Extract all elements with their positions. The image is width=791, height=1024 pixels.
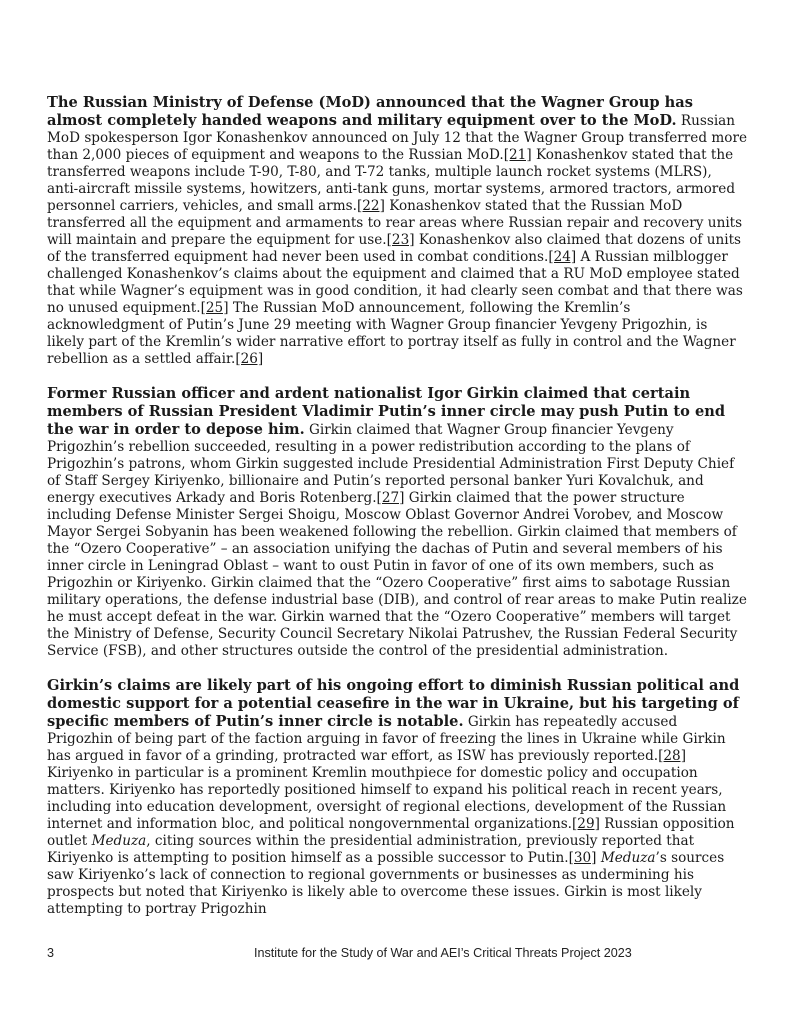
italic-outlet-name: Meduza (600, 850, 656, 866)
footnote-link[interactable]: [28] (658, 748, 687, 764)
paragraph (47, 94, 747, 368)
body-text: Girkin claimed that the power structure including Defense Minister Sergei Shoigu, Moscow Oblast Governor Andrei Vorobev, and Moscow Mayor Sergei Sobyanin has been weakened following the rebellion. Girkin claimed that members of the “Ozero Cooperative” – an association unifying the dachas of Putin and several members of his inner circle in Leningrad Oblast – want to oust Putin in favor of one of its own members, such as Prigozhin or Kiriyenko. Girkin claimed that the “Ozero Cooperative” first aims to sabotage Russian military operations, the defense industrial base (DIB), and control of rear areas to make Putin realize he must accept defeat in the war. Girkin warned that the “Ozero Cooperative” members will target the Ministry of Defense, Security Council Secretary Nikolai Patrushev, the Russian Federal Security Service (FSB), and other structures outside the control of the presidential administration. (47, 490, 747, 659)
paragraph (47, 677, 747, 918)
body-text: Girkin claimed that Wagner Group financier Yevgeny Prigozhin’s rebellion succeeded, resulting in a power redistribution according to the plans of Prigozhin’s patrons, whom Girkin suggested include Presidential Administration First Deputy Chief of Staff Sergey Kiriyenko, billionaire and Putin’s reported personal banker Yuri Kovalchuk, and energy executives Arkady and Boris Rotenberg. (47, 422, 735, 506)
body-text: Russian opposition outlet (47, 816, 735, 849)
footnote-link[interactable]: [24] (548, 249, 577, 265)
footnote-link[interactable]: [21] (503, 147, 532, 163)
footnote-link[interactable]: [30] (568, 850, 597, 866)
body-text: A Russian milblogger challenged Konashenkov’s claims about the equipment and claimed that a RU MoD employee stated that while Wagner’s equipment was in good condition, it had clearly seen combat and that there was no unused equipment. (47, 249, 743, 316)
body-text: , citing sources within the presidential administration, previously reported that Kiriyenko is attempting to position himself as a possible successor to Putin. (47, 833, 695, 866)
footnote-link[interactable]: [29] (572, 816, 600, 832)
body-text: ’s sources saw Kiriyenko’s lack of connection to regional governments or businesses as undermining his prospects but noted that Kiriyenko is likely able to overcome these issues. Girkin is most likely attempting to portray Prigozhin (47, 850, 725, 917)
footnote-link[interactable]: [27] (376, 490, 405, 506)
page-number: 3 (47, 946, 55, 960)
footnote-link[interactable]: [25] (200, 300, 229, 316)
body-text: Girkin has repeatedly accused Prigozhin of being part of the faction arguing in favor of freezing the lines in Ukraine while Girkin has argued in favor of a grinding, protracted war effort, as ISW has previously reported. (47, 714, 726, 764)
body-text: Kiriyenko in particular is a prominent Kremlin mouthpiece for domestic policy and occupation matters. Kiriyenko has reportedly positioned himself to expand his political reach in recent years, including into education development, oversight of regional elections, development of the Russian internet and information bloc, and political nongovernmental organizations. (47, 765, 727, 832)
report-body (47, 94, 747, 935)
paragraph-lead: The Russian Ministry of Defense (MoD) announced that the Wagner Group has almost completely handed weapons and military equipment over to the MoD. (47, 94, 693, 129)
page-footer (47, 946, 747, 962)
body-text: Russian MoD spokesperson Igor Konashenkov announced on July 12 that the Wagner Group transferred more than 2,000 pieces of equipment and weapons to the Russian MoD. (47, 113, 747, 163)
body-text: Konashenkov also claimed that dozens of units of the transferred equipment had never been used in combat conditions. (47, 232, 742, 265)
footnote-link[interactable]: [26] (235, 351, 264, 367)
italic-outlet-name: Meduza (91, 833, 147, 849)
paragraph-lead: Girkin’s claims are likely part of his ongoing effort to diminish Russian political and domestic support for a potential ceasefire in the war in Ukraine, but his targeting of specific members of Putin’s inner circle is notable. (47, 677, 740, 730)
paragraph-body (47, 422, 747, 659)
body-text: Konashenkov stated that the transferred weapons include T-90, T-80, and T-72 tanks, multiple launch rocket systems (MLRS), anti-aircraft missile systems, howitzers, anti-tank guns, mortar systems, armored tractors, armored personnel carriers, vehicles, and small arms. (47, 147, 736, 214)
footnote-link[interactable]: [22] (356, 198, 385, 214)
paragraph-lead: Former Russian officer and ardent nationalist Igor Girkin claimed that certain members of Russian President Vladimir Putin’s inner circle may push Putin to end the war in order to depose him. (47, 385, 726, 438)
body-text: Konashenkov stated that the Russian MoD transferred all the equipment and armaments to rear areas where Russian repair and recovery units will maintain and prepare the equipment for use. (47, 198, 743, 248)
paragraph (47, 385, 747, 660)
paragraph-body (47, 714, 735, 917)
footer-org-text: Institute for the Study of War and AEI’s Critical Threats Project 2023 (254, 946, 632, 960)
paragraph-body (47, 113, 747, 367)
body-text: The Russian MoD announcement, following the Kremlin’s acknowledgment of Putin’s June 29 meeting with Wagner Group financier Yevgeny Prigozhin, is likely part of the Kremlin’s wider narrative effort to portray itself as fully in control and the Wagner rebellion as a settled affair. (47, 300, 736, 367)
footnote-link[interactable]: [23] (386, 232, 415, 248)
